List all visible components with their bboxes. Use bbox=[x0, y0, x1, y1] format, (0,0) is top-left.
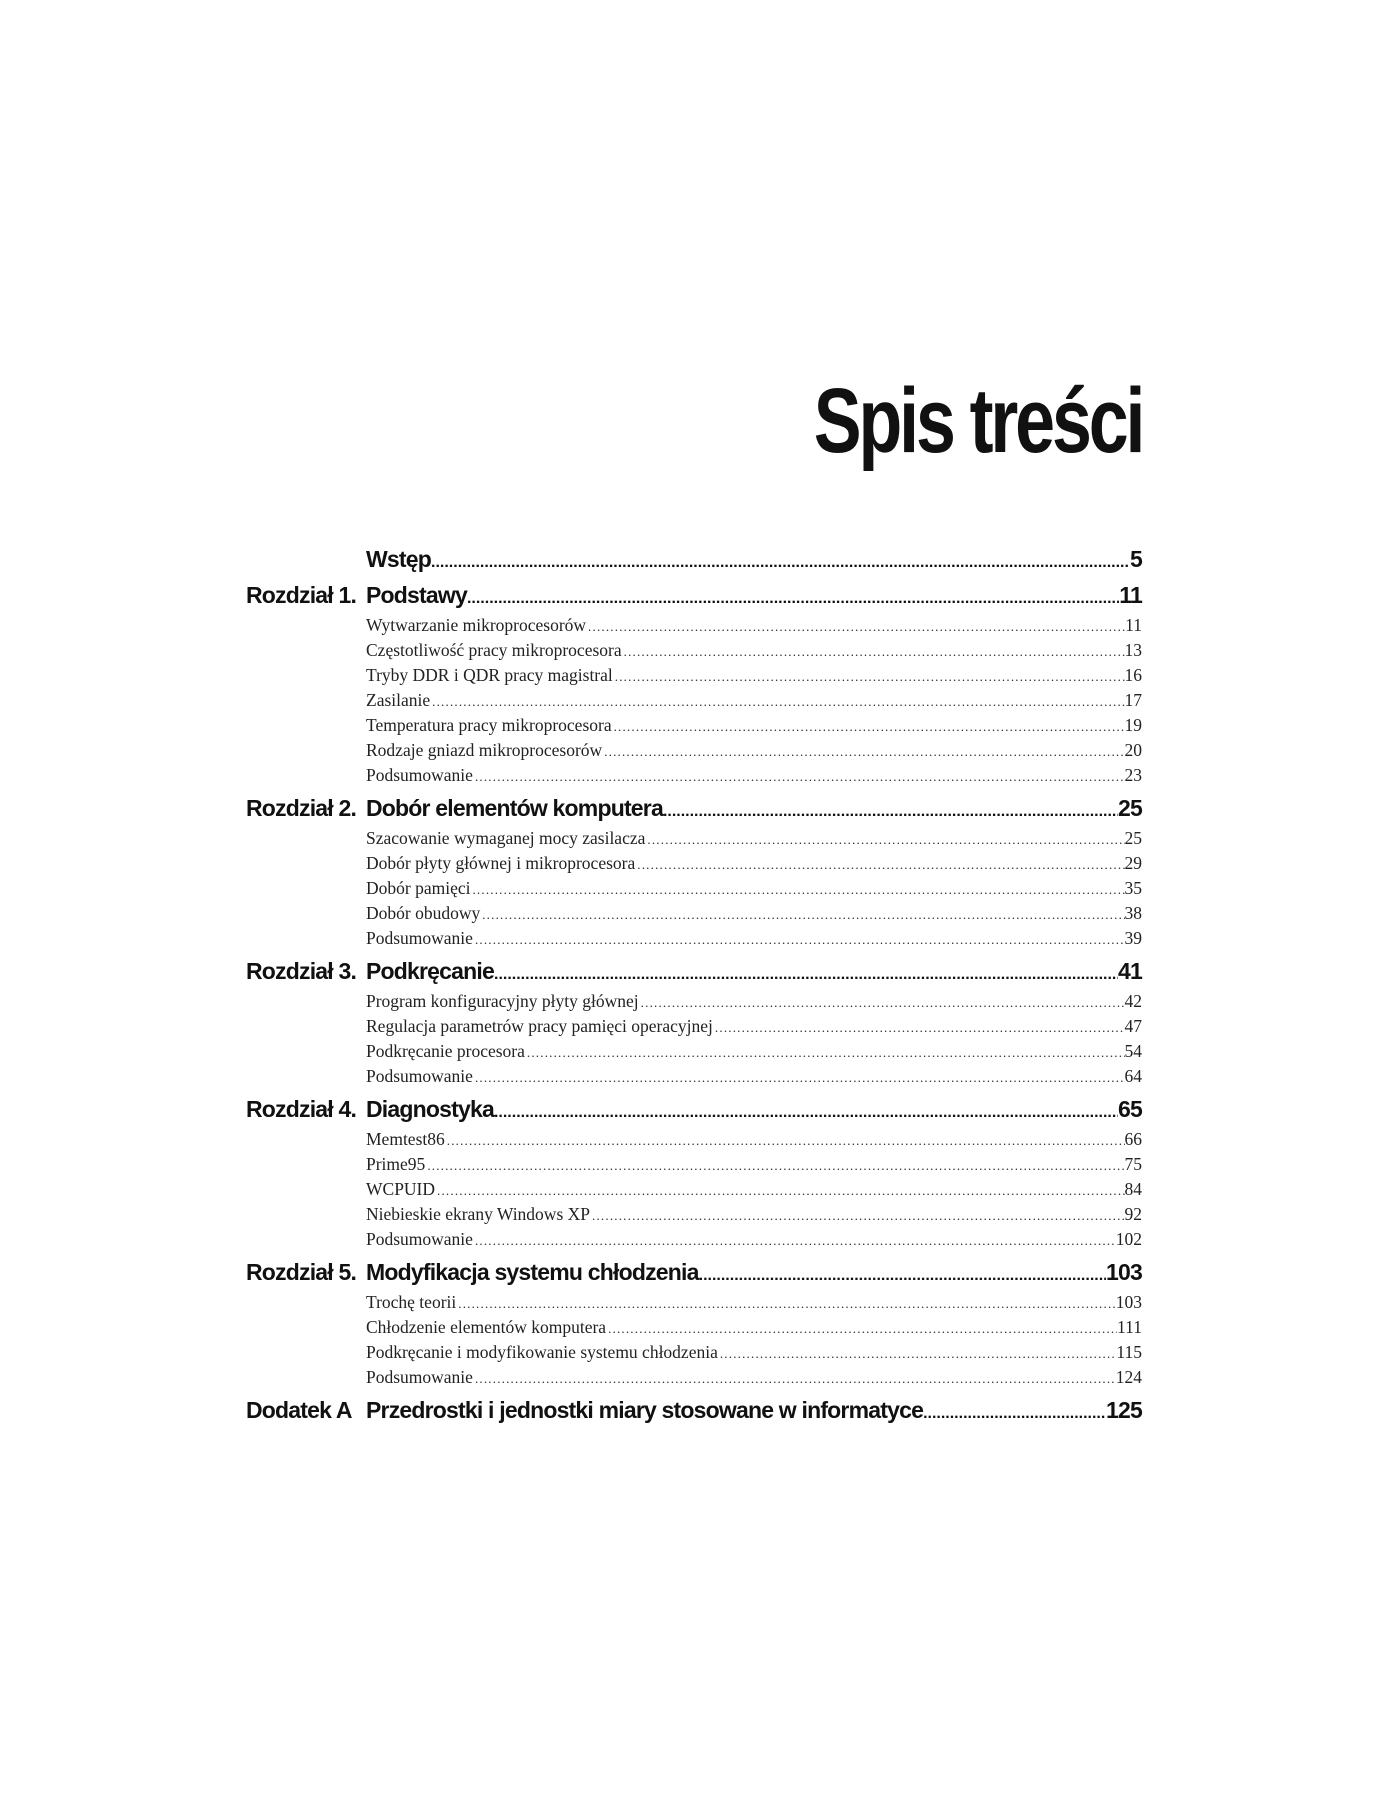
toc-chapter bbox=[246, 577, 1142, 788]
chapter-entry[interactable] bbox=[246, 1254, 1142, 1290]
chapter-entry[interactable] bbox=[246, 790, 1142, 826]
section-title: WCPUID bbox=[366, 1179, 436, 1199]
section-title: Podkręcanie i modyfikowanie systemu chłodzenia bbox=[366, 1342, 718, 1362]
section-title: Program konfiguracyjny płyty głównej bbox=[366, 991, 639, 1011]
dot-leader bbox=[613, 664, 1125, 689]
section-entry[interactable] bbox=[366, 1202, 1142, 1227]
chapter-page-number: 11 bbox=[1119, 582, 1142, 608]
dot-leader bbox=[639, 990, 1125, 1015]
dot-leader bbox=[494, 957, 1118, 993]
chapter-title: Podkręcanie bbox=[366, 958, 494, 984]
dot-leader bbox=[635, 852, 1124, 877]
dot-leader bbox=[525, 1040, 1125, 1065]
dot-leader bbox=[425, 1153, 1124, 1178]
chapter-page-number: 65 bbox=[1118, 1096, 1142, 1122]
section-title: Dobór pamięci bbox=[366, 878, 471, 898]
section-title: Memtest86 bbox=[366, 1129, 445, 1149]
section-entry[interactable] bbox=[366, 738, 1142, 763]
section-page-number: 66 bbox=[1124, 1129, 1142, 1149]
section-page-number: 103 bbox=[1115, 1292, 1142, 1312]
chapter-number: Dodatek A bbox=[246, 1397, 352, 1423]
section-title: Prime95 bbox=[366, 1154, 426, 1174]
section-entry[interactable] bbox=[366, 688, 1142, 713]
dot-leader bbox=[622, 639, 1125, 664]
section-list bbox=[366, 1290, 1142, 1390]
chapter-line bbox=[366, 1091, 1142, 1131]
chapter-title: Diagnostyka bbox=[366, 1096, 494, 1122]
section-list bbox=[366, 613, 1142, 788]
chapter-number: Rozdział 4. bbox=[246, 1096, 357, 1122]
chapter-page-number: 25 bbox=[1118, 795, 1142, 821]
chapter-number: Rozdział 3. bbox=[246, 958, 357, 984]
dot-leader bbox=[602, 739, 1124, 764]
dot-leader bbox=[586, 614, 1125, 639]
section-entry[interactable] bbox=[366, 1014, 1142, 1039]
section-list bbox=[366, 1127, 1142, 1252]
section-title: Podkręcanie procesora bbox=[366, 1041, 525, 1061]
chapter-line bbox=[366, 1254, 1142, 1294]
dot-leader bbox=[718, 1341, 1117, 1366]
toc-chapter bbox=[246, 541, 1142, 577]
section-title: Podsumowanie bbox=[366, 1229, 473, 1249]
section-entry[interactable] bbox=[366, 901, 1142, 926]
chapter-entry[interactable] bbox=[246, 541, 1142, 577]
dot-leader bbox=[713, 1015, 1125, 1040]
section-page-number: 13 bbox=[1124, 640, 1142, 660]
section-entry[interactable] bbox=[366, 926, 1142, 951]
section-title: Podsumowanie bbox=[366, 1066, 473, 1086]
chapter-page-number: 125 bbox=[1106, 1397, 1142, 1423]
chapter-title: Podstawy bbox=[366, 582, 467, 608]
page-title: Spis treści bbox=[813, 370, 1142, 472]
section-entry[interactable] bbox=[366, 876, 1142, 901]
dot-leader bbox=[470, 877, 1124, 902]
section-entry[interactable] bbox=[366, 1290, 1142, 1315]
dot-leader bbox=[480, 902, 1124, 927]
section-page-number: 124 bbox=[1115, 1367, 1142, 1387]
dot-leader bbox=[430, 689, 1124, 714]
section-entry[interactable] bbox=[366, 613, 1142, 638]
dot-leader bbox=[663, 794, 1118, 830]
section-entry[interactable] bbox=[366, 1177, 1142, 1202]
section-title: Tryby DDR i QDR pracy magistral bbox=[366, 665, 613, 685]
section-page-number: 29 bbox=[1124, 853, 1142, 873]
dot-leader bbox=[699, 1258, 1106, 1294]
chapter-line bbox=[366, 790, 1142, 830]
section-title: Rodzaje gniazd mikroprocesorów bbox=[366, 740, 603, 760]
section-title: Zasilanie bbox=[366, 690, 431, 710]
section-title: Chłodzenie elementów komputera bbox=[366, 1317, 607, 1337]
section-entry[interactable] bbox=[366, 1064, 1142, 1089]
section-entry[interactable] bbox=[366, 763, 1142, 788]
section-page-number: 115 bbox=[1116, 1342, 1142, 1362]
section-entry[interactable] bbox=[366, 851, 1142, 876]
section-title: Podsumowanie bbox=[366, 1367, 473, 1387]
chapter-line bbox=[366, 953, 1142, 993]
section-entry[interactable] bbox=[366, 1340, 1142, 1365]
chapter-title: Przedrostki i jednostki miary stosowane w informatyce bbox=[366, 1397, 924, 1423]
chapter-number: Rozdział 2. bbox=[246, 795, 357, 821]
chapter-entry[interactable] bbox=[246, 953, 1142, 989]
section-page-number: 19 bbox=[1124, 715, 1142, 735]
section-page-number: 39 bbox=[1124, 928, 1142, 948]
section-entry[interactable] bbox=[366, 1365, 1142, 1390]
section-title: Regulacja parametrów pracy pamięci operacyjnej bbox=[366, 1016, 713, 1036]
section-page-number: 38 bbox=[1124, 903, 1142, 923]
chapter-entry[interactable] bbox=[246, 1091, 1142, 1127]
dot-leader bbox=[473, 927, 1125, 952]
section-page-number: 23 bbox=[1124, 765, 1142, 785]
section-page-number: 16 bbox=[1124, 665, 1142, 685]
dot-leader bbox=[445, 1128, 1125, 1153]
toc-chapter bbox=[246, 1254, 1142, 1390]
toc-chapter bbox=[246, 1392, 1142, 1428]
section-page-number: 25 bbox=[1124, 828, 1142, 848]
section-page-number: 102 bbox=[1115, 1229, 1142, 1249]
chapter-entry[interactable] bbox=[246, 577, 1142, 613]
section-page-number: 47 bbox=[1124, 1016, 1142, 1036]
section-entry[interactable] bbox=[366, 1039, 1142, 1064]
section-title: Temperatura pracy mikroprocesora bbox=[366, 715, 612, 735]
section-title: Dobór płyty głównej i mikroprocesora bbox=[366, 853, 636, 873]
section-page-number: 92 bbox=[1124, 1204, 1142, 1224]
chapter-number: Rozdział 1. bbox=[246, 582, 357, 608]
table-of-contents bbox=[246, 541, 1142, 1428]
dot-leader bbox=[923, 1396, 1106, 1432]
dot-leader bbox=[473, 1366, 1116, 1391]
section-entry[interactable] bbox=[366, 663, 1142, 688]
section-page-number: 75 bbox=[1124, 1154, 1142, 1174]
section-entry[interactable] bbox=[366, 713, 1142, 738]
section-title: Podsumowanie bbox=[366, 765, 473, 785]
chapter-page-number: 103 bbox=[1106, 1259, 1142, 1285]
section-title: Podsumowanie bbox=[366, 928, 473, 948]
chapter-entry[interactable] bbox=[246, 1392, 1142, 1428]
dot-leader bbox=[431, 545, 1130, 581]
section-page-number: 54 bbox=[1124, 1041, 1142, 1061]
section-title: Częstotliwość pracy mikroprocesora bbox=[366, 640, 622, 660]
chapter-page-number: 5 bbox=[1130, 546, 1142, 572]
section-title: Wytwarzanie mikroprocesorów bbox=[366, 615, 587, 635]
dot-leader bbox=[612, 714, 1125, 739]
section-entry[interactable] bbox=[366, 1227, 1142, 1252]
section-page-number: 64 bbox=[1124, 1066, 1142, 1086]
chapter-line bbox=[366, 541, 1142, 581]
section-entry[interactable] bbox=[366, 989, 1142, 1014]
section-page-number: 17 bbox=[1124, 690, 1142, 710]
chapter-line bbox=[366, 577, 1142, 617]
chapter-page-number: 41 bbox=[1118, 958, 1142, 984]
dot-leader bbox=[473, 1228, 1116, 1253]
section-list bbox=[366, 826, 1142, 951]
chapter-number: Rozdział 5. bbox=[246, 1259, 357, 1285]
chapter-title: Modyfikacja systemu chłodzenia bbox=[366, 1259, 699, 1285]
section-entry[interactable] bbox=[366, 1315, 1142, 1340]
dot-leader bbox=[456, 1291, 1116, 1316]
section-page-number: 84 bbox=[1124, 1179, 1142, 1199]
dot-leader bbox=[645, 827, 1124, 852]
dot-leader bbox=[467, 581, 1119, 617]
section-title: Trochę teorii bbox=[366, 1292, 457, 1312]
section-list bbox=[366, 989, 1142, 1089]
section-page-number: 20 bbox=[1124, 740, 1142, 760]
section-entry[interactable] bbox=[366, 1127, 1142, 1152]
dot-leader bbox=[435, 1178, 1124, 1203]
chapter-title: Wstęp bbox=[366, 546, 432, 572]
section-page-number: 35 bbox=[1124, 878, 1142, 898]
toc-chapter bbox=[246, 953, 1142, 1089]
toc-chapter bbox=[246, 790, 1142, 951]
dot-leader bbox=[473, 764, 1125, 789]
dot-leader bbox=[473, 1065, 1125, 1090]
section-page-number: 11 bbox=[1125, 615, 1142, 635]
section-page-number: 42 bbox=[1124, 991, 1142, 1011]
section-entry[interactable] bbox=[366, 826, 1142, 851]
section-title: Dobór obudowy bbox=[366, 903, 481, 923]
dot-leader bbox=[494, 1095, 1118, 1131]
section-title: Niebieskie ekrany Windows XP bbox=[366, 1204, 591, 1224]
chapter-title: Dobór elementów komputera bbox=[366, 795, 663, 821]
chapter-line bbox=[366, 1392, 1142, 1432]
toc-chapter bbox=[246, 1091, 1142, 1252]
section-title: Szacowanie wymaganej mocy zasilacza bbox=[366, 828, 646, 848]
dot-leader bbox=[590, 1203, 1124, 1228]
section-entry[interactable] bbox=[366, 638, 1142, 663]
section-entry[interactable] bbox=[366, 1152, 1142, 1177]
dot-leader bbox=[606, 1316, 1117, 1341]
section-page-number: 111 bbox=[1117, 1317, 1142, 1337]
